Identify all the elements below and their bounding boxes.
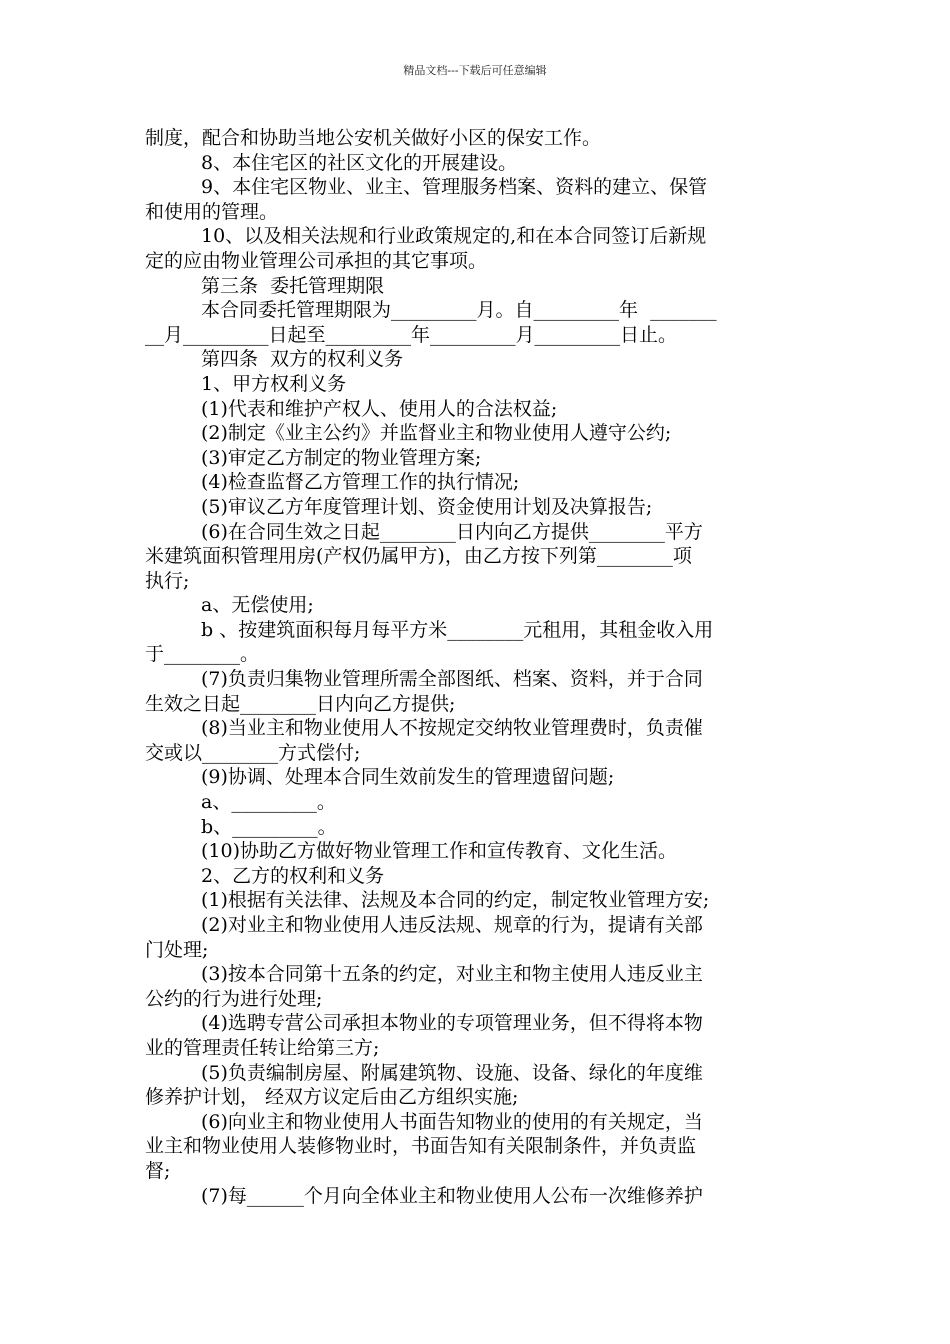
text-line: 制度，配合和协助当地公安机关做好小区的保安工作。 — [145, 127, 602, 149]
text-line: (5)负责编制房屋、附属建筑物、设施、设备、绿化的年度维 — [201, 1061, 703, 1084]
document-body — [145, 126, 809, 1208]
text-line: 生效之日起________日内向乙方提供; — [145, 692, 456, 715]
text-line: (6)在合同生效之日起________日内向乙方提供________平方 — [201, 520, 703, 543]
text-line: 公约的行为进行处理; — [145, 987, 323, 1010]
text-line: (2)对业主和物业使用人违反法规、规章的行为，提请有关部 — [201, 914, 703, 936]
text-line: (2)制定《业主公约》并监督业主和物业使用人遵守公约; — [201, 422, 672, 445]
text-line: 定的应由物业管理公司承担的其它事项。 — [145, 249, 488, 272]
text-line: (4)检查监督乙方管理工作的执行情况; — [201, 471, 520, 494]
text-line: a、无偿使用; — [201, 594, 314, 617]
text-line: 业的管理责任转让给第三方; — [145, 1036, 380, 1059]
text-line: 和使用的管理。 — [145, 200, 279, 223]
text-line: 执行; — [145, 569, 190, 592]
text-line: __月_________日起至_________年_________月_________日止。 — [145, 323, 678, 346]
text-line: 米建筑面积管理用房(产权仍属甲方)，由乙方按下列第________项 — [145, 545, 692, 568]
text-line: 修养护计划， 经双方议定后由乙方组织实施; — [145, 1086, 519, 1109]
text-line: a、_________。 — [201, 791, 336, 814]
text-line: 业主和物业使用人装修物业时，书面告知有关限制条件，并负责监 — [145, 1135, 697, 1158]
text-line: b 、按建筑面积每月每平方米________元租用，其租金收入用 — [201, 618, 714, 641]
text-line: b、_________。 — [201, 815, 337, 838]
text-line: (1)代表和维护产权人、使用人的合法权益; — [201, 397, 558, 420]
text-line: 8、本住宅区的社区文化的开展建设。 — [201, 151, 518, 174]
text-line: 9、本住宅区物业、业主、管理服务档案、资料的建立、保管 — [201, 176, 708, 199]
section-heading: 第四条 双方的权利义务 — [201, 348, 404, 371]
text-line: 门处理; — [145, 938, 209, 961]
subsection-heading: 1、甲方权利义务 — [201, 372, 347, 395]
subsection-heading: 2、乙方的权利和义务 — [201, 864, 385, 887]
text-line: (4)选聘专营公司承担本物业的专项管理业务，但不得将本物 — [201, 1012, 703, 1035]
text-line: (3)按本合同第十五条的约定，对业主和物主使用人违反业主 — [201, 963, 703, 986]
text-line: (8)当业主和物业使用人不按规定交纳牧业管理费时，负责催 — [201, 717, 703, 740]
text-line: (6)向业主和物业使用人书面告知物业的使用的有关规定，当 — [201, 1110, 703, 1133]
text-line: (5)审议乙方年度管理计划、资金使用计划及决算报告; — [201, 495, 653, 518]
section-heading: 第三条 委托管理期限 — [201, 274, 385, 297]
page-header: 精品文档---下载后可任意编辑 — [403, 64, 547, 77]
text-line: (9)协调、处理本合同生效前发生的管理遗留问题; — [201, 766, 615, 789]
text-line: (3)审定乙方制定的物业管理方案; — [201, 446, 482, 469]
text-line: 于________。 — [145, 643, 260, 666]
text-line: (7)每______个月向全体业主和物业使用人公布一次维修养护 — [201, 1184, 703, 1207]
text-line: 督; — [145, 1159, 171, 1182]
text-line: 10、以及相关法规和行业政策规定的,和在本合同签订后新规 — [201, 225, 707, 248]
text-line: (7)负责归集物业管理所需全部图纸、档案、资料，并于合同 — [201, 668, 703, 691]
text-line: (1)根据有关法律、法规及本合同的约定，制定牧业管理方安; — [201, 889, 710, 912]
text-line: 本合同委托管理期限为_________月。自_________年 _______ — [201, 299, 717, 322]
text-line: (10)协助乙方做好物业管理工作和宣传教育、文化生活。 — [201, 840, 678, 863]
text-line: 交或以________方式偿付; — [145, 741, 361, 764]
